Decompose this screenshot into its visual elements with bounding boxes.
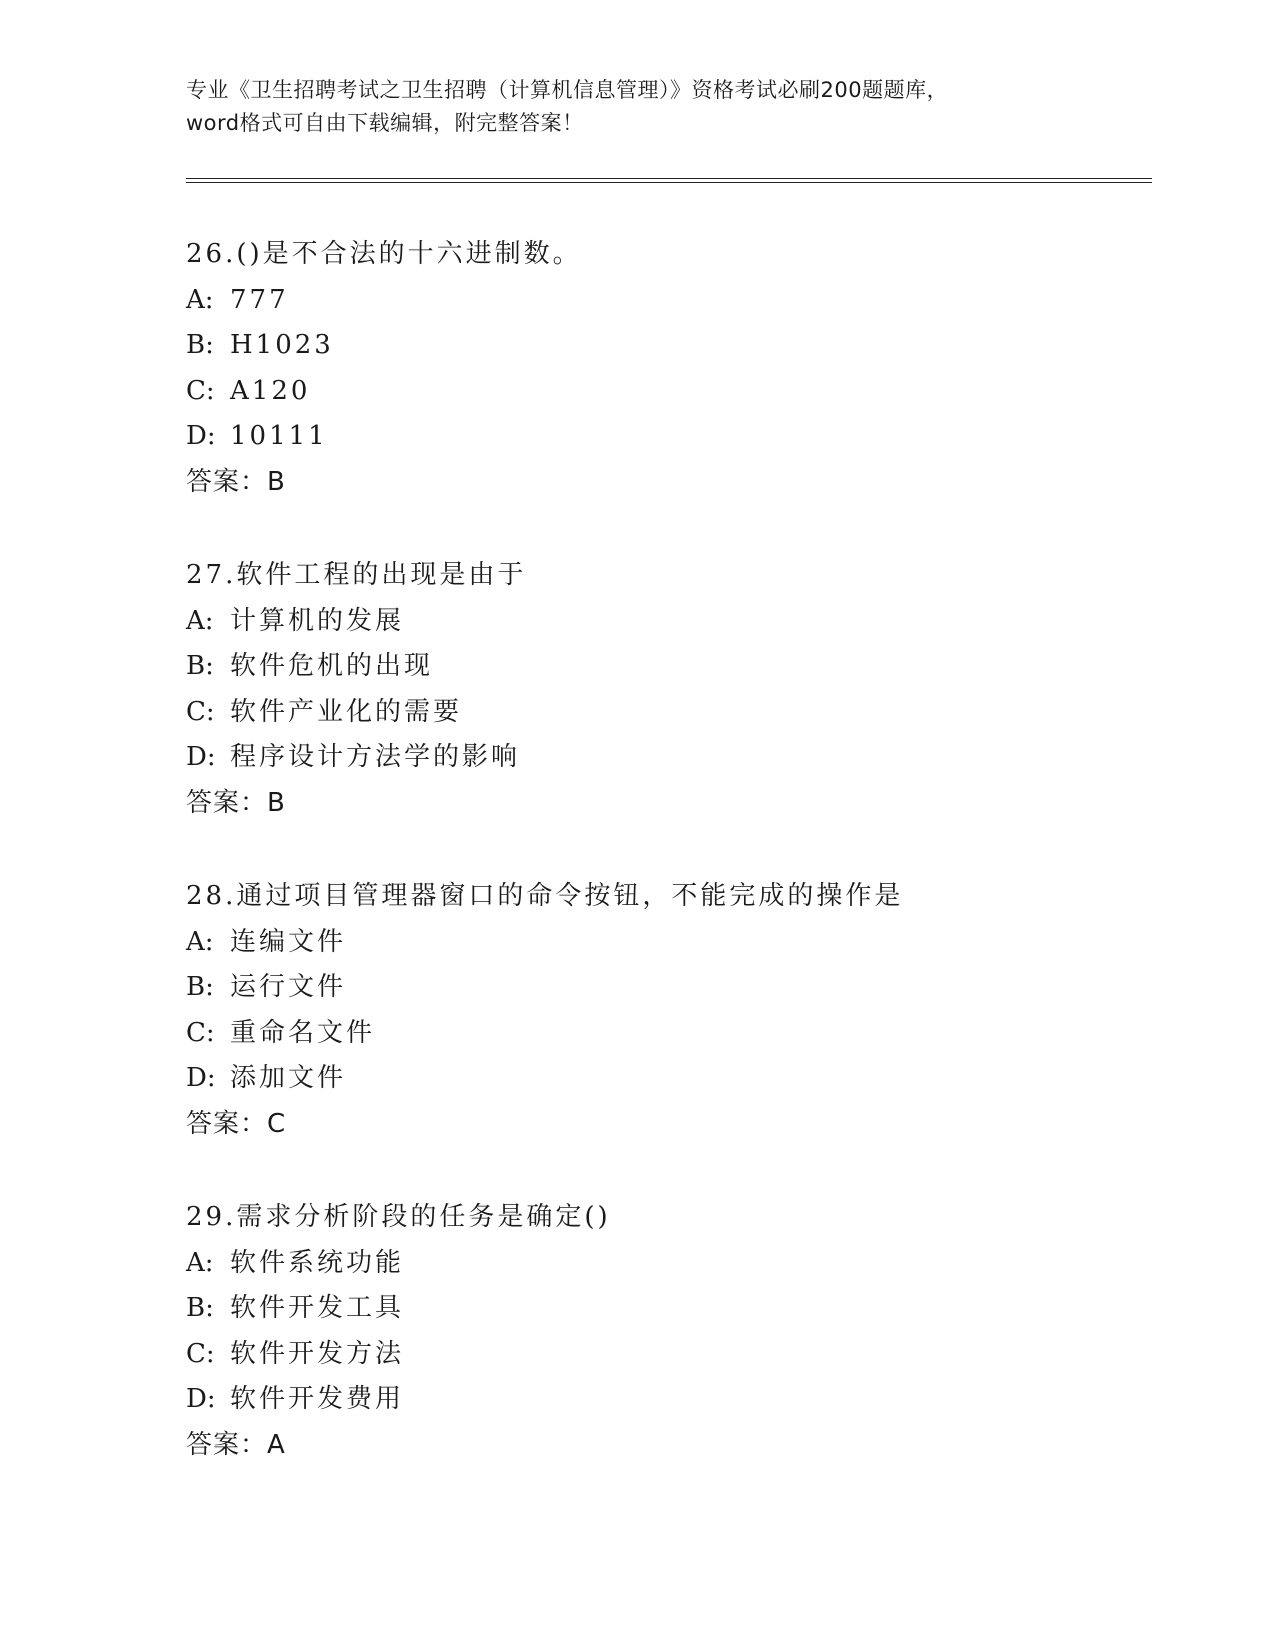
option-b xyxy=(186,323,1146,369)
option-text: 重命名文件 xyxy=(230,1017,376,1048)
option-text: 软件开发方法 xyxy=(230,1338,405,1369)
question-stem: 27.软件工程的出现是由于 xyxy=(186,560,527,590)
question-29 xyxy=(186,1195,1146,1468)
option-d xyxy=(186,735,1146,781)
option-text: 软件系统功能 xyxy=(230,1247,405,1278)
document-header xyxy=(186,74,1086,140)
option-label: C: xyxy=(186,375,215,406)
option-text: 添加文件 xyxy=(230,1063,347,1093)
option-label: B: xyxy=(186,330,214,360)
option-label: C: xyxy=(186,1338,215,1369)
answer-line: 答案：B xyxy=(186,466,286,497)
question-stem: 28.通过项目管理器窗口的命令按钮，不能完成的操作是 xyxy=(186,881,904,911)
option-label: D: xyxy=(186,1063,216,1093)
option-label: B: xyxy=(186,1293,214,1323)
header-line-1: 专业《卫生招聘考试之卫生招聘（计算机信息管理）》资格考试必刷200题题库， xyxy=(186,78,949,102)
option-text: 程序设计方法学的影响 xyxy=(230,742,521,772)
option-text: 软件开发工具 xyxy=(230,1293,405,1323)
answer-line: 答案：B xyxy=(186,787,286,818)
answer-line: 答案：A xyxy=(186,1429,286,1460)
option-label: A: xyxy=(186,926,214,957)
option-c xyxy=(186,690,1146,736)
option-text: 运行文件 xyxy=(230,972,347,1002)
question-26 xyxy=(186,232,1146,505)
option-label: A: xyxy=(186,1247,214,1278)
option-text: 软件开发费用 xyxy=(230,1384,405,1414)
option-text: H1023 xyxy=(230,330,334,360)
option-label: D: xyxy=(186,421,216,451)
option-b xyxy=(186,644,1146,690)
option-a xyxy=(186,599,1146,645)
option-label: B: xyxy=(186,651,214,681)
answer-line: 答案：C xyxy=(186,1108,287,1139)
option-label: A: xyxy=(186,284,214,315)
option-c xyxy=(186,369,1146,415)
header-line-2: word格式可自由下载编辑，附完整答案！ xyxy=(186,111,584,135)
option-a xyxy=(186,1241,1146,1287)
option-b xyxy=(186,1286,1146,1332)
option-text: 连编文件 xyxy=(230,926,347,957)
option-d xyxy=(186,414,1146,460)
option-d xyxy=(186,1056,1146,1102)
option-text: A120 xyxy=(230,375,311,406)
option-label: D: xyxy=(186,1384,216,1414)
option-text: 计算机的发展 xyxy=(230,605,405,636)
option-d xyxy=(186,1377,1146,1423)
header-divider-top xyxy=(186,178,1152,179)
option-label: C: xyxy=(186,1017,215,1048)
question-27 xyxy=(186,553,1146,826)
option-a xyxy=(186,920,1146,966)
option-a xyxy=(186,278,1146,324)
question-stem: 26.()是不合法的十六进制数。 xyxy=(186,239,582,269)
option-label: C: xyxy=(186,696,215,727)
question-28 xyxy=(186,874,1146,1147)
option-text: 软件产业化的需要 xyxy=(230,696,463,727)
question-list xyxy=(186,232,1146,1516)
option-text: 软件危机的出现 xyxy=(230,651,434,681)
option-label: A: xyxy=(186,605,214,636)
option-label: B: xyxy=(186,972,214,1002)
option-c xyxy=(186,1011,1146,1057)
option-c xyxy=(186,1332,1146,1378)
option-text: 10111 xyxy=(230,421,328,451)
option-text: 777 xyxy=(230,284,289,315)
option-label: D: xyxy=(186,742,216,772)
header-divider-bottom xyxy=(186,182,1152,183)
question-stem: 29.需求分析阶段的任务是确定() xyxy=(186,1202,611,1232)
option-b xyxy=(186,965,1146,1011)
